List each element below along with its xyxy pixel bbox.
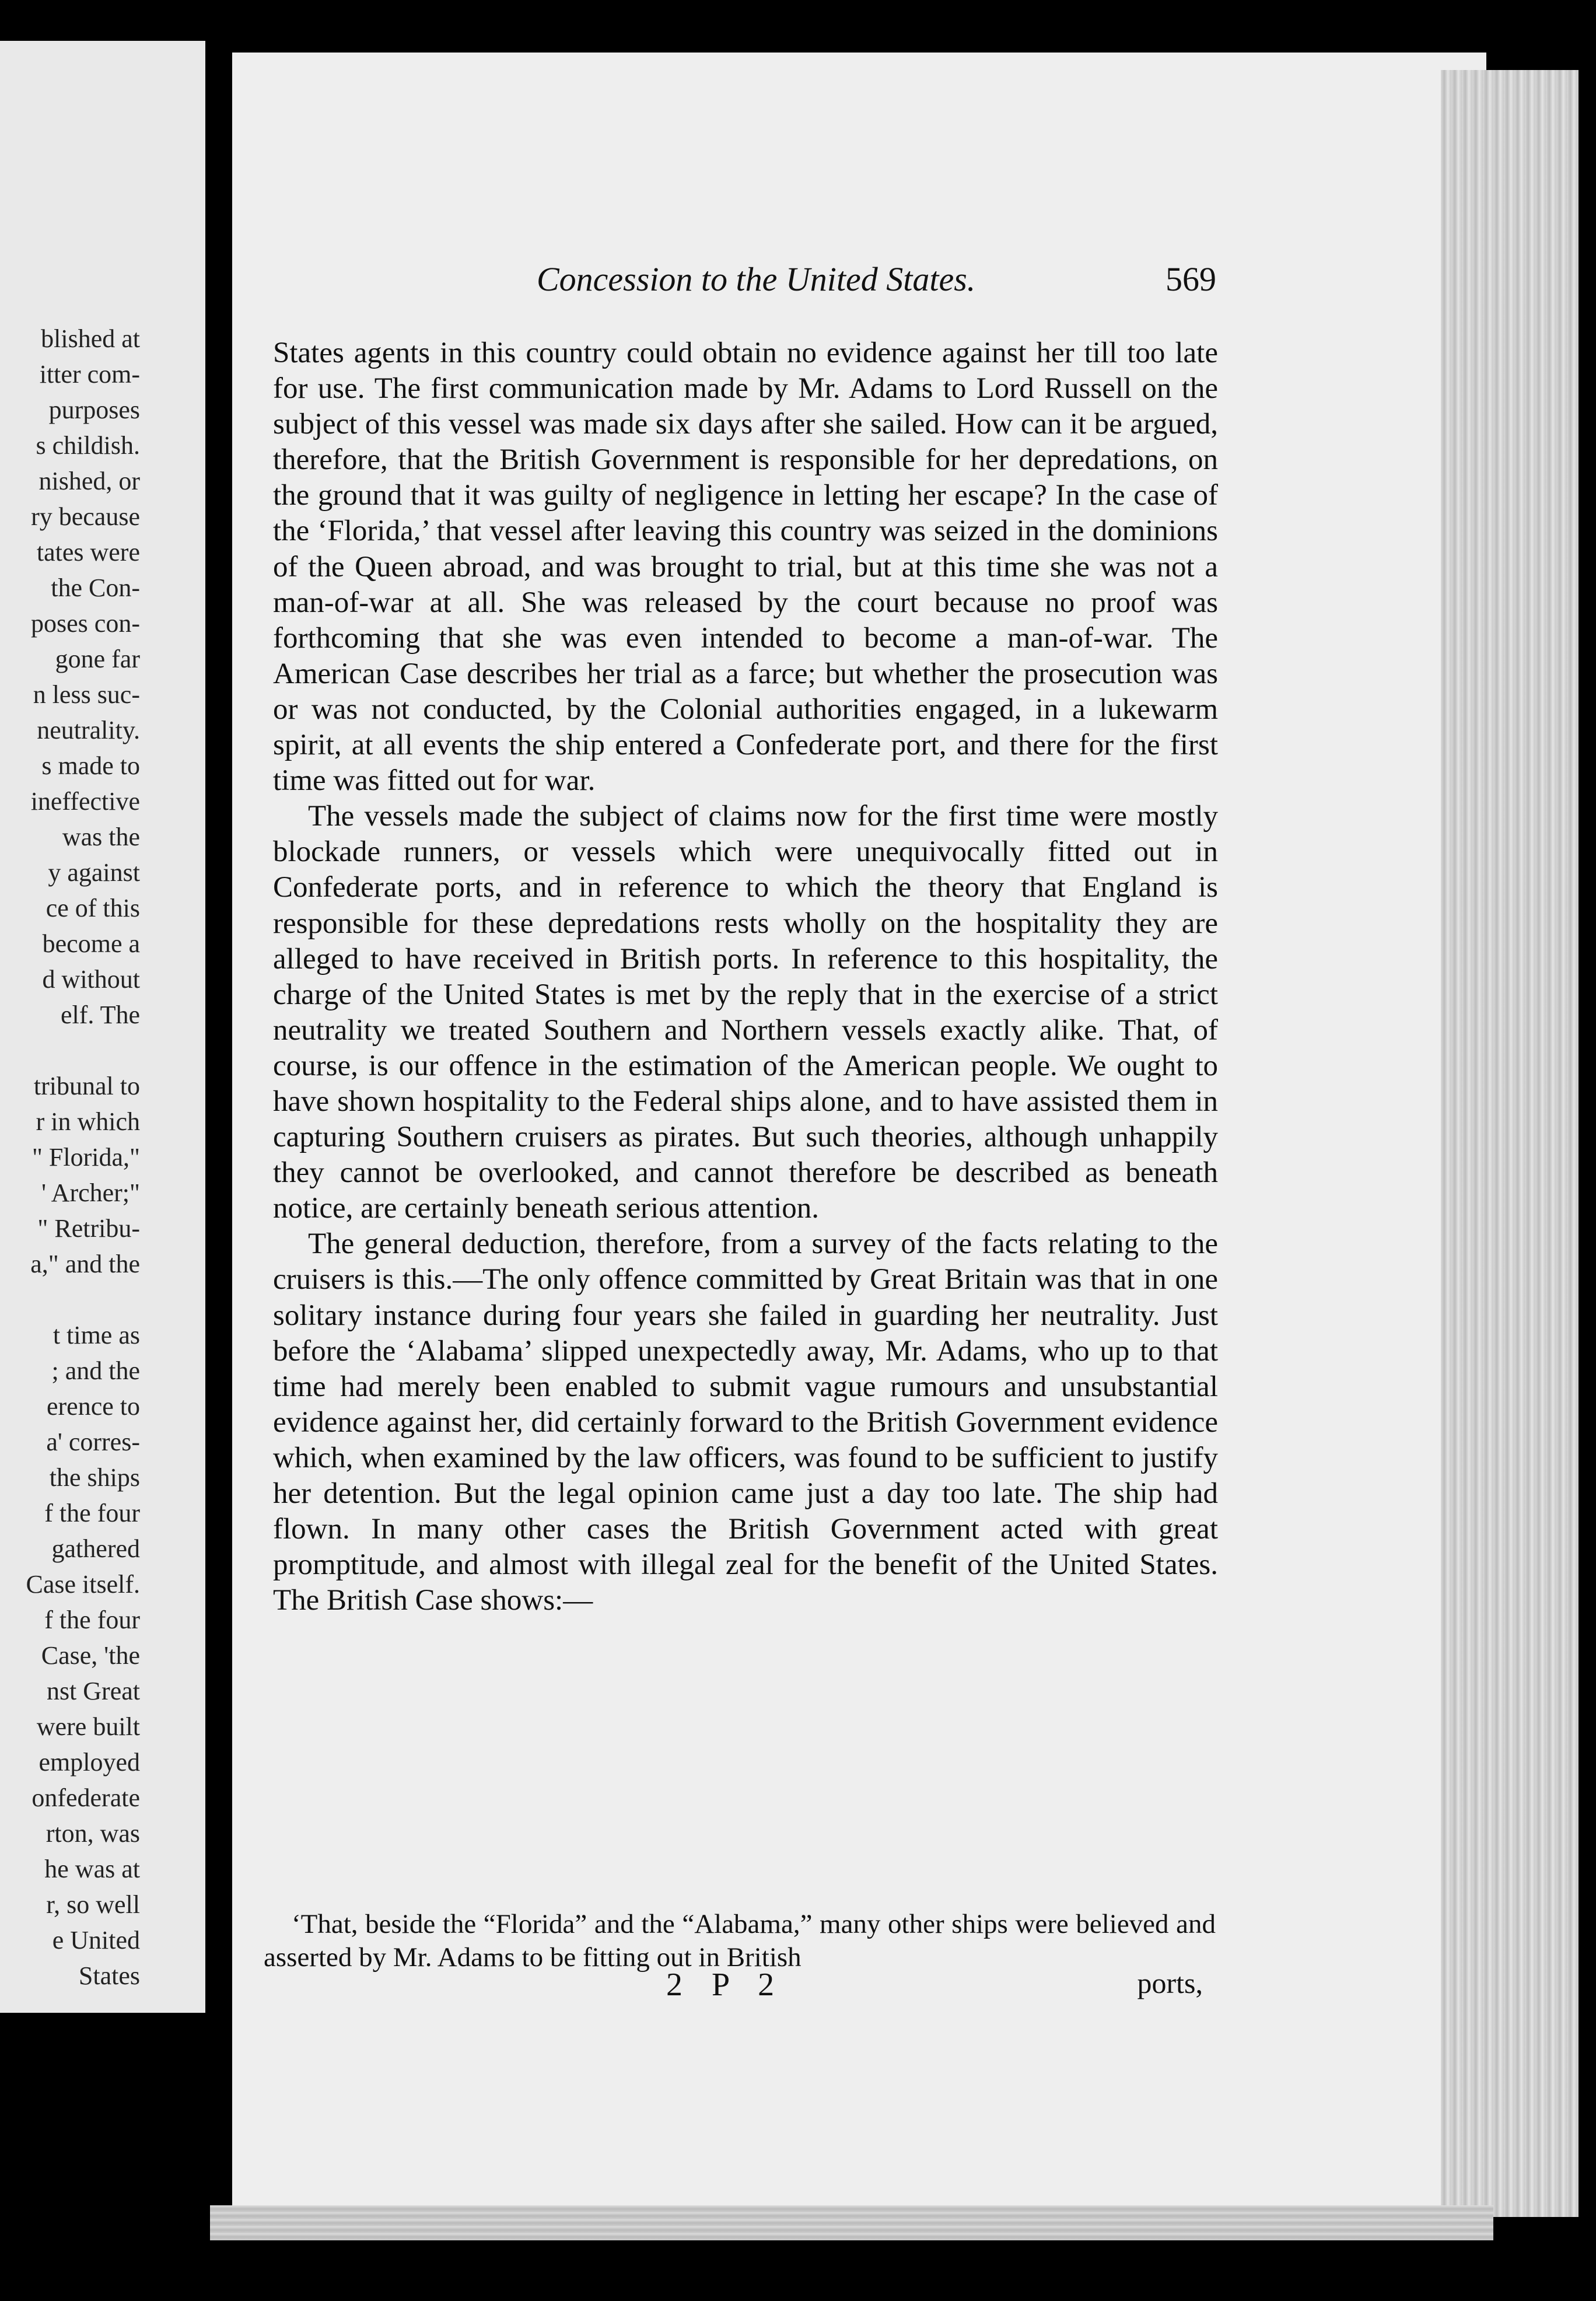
paragraph: States agents in this country could obtain no evidence against her till too late for use. The first communication made by Mr. Adams to Lord Russell on the subject of this vessel was made six days after she sailed. How can it be argued, therefore, that the British Government is responsible for her depredations, on the ground that it was guilty of negligence in letting her escape? In the case of the ‘Florida,’ that vessel after leaving this country was seized in the dominions of the Queen abroad, and was brought to trial, but at this time she was not a man-of-war at all. She was released by the court because no proof was forthcoming that she was even intended to become a man-of-war. The American Case describes her trial as a farce; but whether the prosecution was or was not conducted, by the Colonial authorities engaged, in a lukewarm spirit, at all events the ship entered a Confederate port, and there for the first time was fitted out for war.	[273, 337, 1218, 798]
facing-page-line: elf. The	[60, 1001, 140, 1029]
facing-page-line: ' Archer;"	[41, 1179, 140, 1207]
facing-page-line: the Con-	[51, 573, 140, 602]
facing-page-line: Case, 'the	[41, 1641, 140, 1670]
facing-page-line: nst Great	[46, 1677, 140, 1705]
catchword: ports,	[1137, 1967, 1203, 1999]
facing-page-line: erence to	[47, 1392, 140, 1421]
facing-page-line: s made to	[41, 751, 140, 780]
page-edges	[1441, 70, 1578, 2217]
facing-page-line: Case itself.	[26, 1570, 140, 1599]
quote-text: ‘That, beside the “Florida” and the “Alabama,” many other ships were believed and asserted by Mr. Adams to be fitting out in British	[264, 1909, 1216, 1973]
facing-page-line: d without	[42, 965, 140, 994]
facing-page-line: States	[78, 1961, 140, 1990]
facing-page-left	[0, 41, 205, 2013]
facing-page-line: blished at	[41, 324, 140, 353]
facing-page-line: " Florida,"	[32, 1143, 140, 1172]
facing-page-line: purposes	[48, 396, 140, 424]
facing-page-line: e United	[52, 1926, 140, 1954]
facing-page-line: was the	[62, 823, 140, 851]
facing-page-line: nished, or	[38, 467, 140, 495]
facing-page-line: n less suc-	[33, 680, 140, 709]
facing-page-line: ce of this	[46, 894, 140, 922]
facing-page-line: employed	[38, 1748, 140, 1777]
facing-page-line: s childish.	[36, 431, 140, 460]
facing-page-line: t time as	[52, 1321, 140, 1349]
facing-page-line: f the four	[44, 1606, 140, 1634]
facing-page-line: itter com-	[39, 360, 140, 389]
facing-page-line: onfederate	[32, 1784, 140, 1812]
facing-page-line: gone far	[55, 645, 140, 673]
signature-mark: 2 P 2	[666, 1967, 785, 2003]
facing-page-line: he was at	[44, 1855, 140, 1883]
facing-page-line: become a	[42, 929, 140, 958]
page-footer	[264, 1966, 1203, 2007]
facing-page-line: ineffective	[30, 787, 140, 816]
facing-page-line: f the four	[44, 1499, 140, 1527]
facing-page-line: rton, was	[46, 1819, 140, 1848]
bottom-page-edges	[210, 2205, 1493, 2240]
facing-page-line: the ships	[49, 1463, 140, 1492]
facing-page-line: were built	[36, 1712, 140, 1741]
facing-page-line: a," and the	[30, 1250, 140, 1278]
facing-page-line: ; and the	[51, 1356, 140, 1385]
facing-page-line: tates were	[36, 538, 140, 566]
paragraph: The general deduction, therefore, from a survey of the facts relating to the cruisers is this.—The only offence committed by Great Britain was that in one solitary instance during four years she failed in guarding her neutrality. Just before the ‘Alabama’ slipped unexpectedly away, Mr. Adams, who up to that time had merely been enabled to submit vague rumours and unsubstantial evidence against her, did certainly forward to the British Government evidence which, when examined by the law officers, was found to be sufficient to justify her detention. But the legal opinion came just a day too late. The ship had flown. In many other cases the British Government acted with great promptitude, and almost with illegal zeal for the benefit of the United States. The British Case shows:—	[273, 1228, 1218, 1617]
running-title: Concession to the United States.	[537, 260, 976, 298]
facing-page-line: ry because	[31, 502, 140, 531]
facing-page-line: y against	[48, 858, 140, 887]
facing-page-line: r in which	[36, 1107, 140, 1136]
body-text	[273, 335, 1218, 1618]
facing-page-line: poses con-	[31, 609, 140, 638]
facing-page-line: a' corres-	[46, 1428, 140, 1456]
paragraph: The vessels made the subject of claims now for the first time were mostly blockade runners, or vessels which were unequivocally fitted out in Confederate ports, and in reference to which the theory that England is responsible for these depredations rests wholly on the hospitality they are alleged to have received in British ports. In reference to this hospitality, the charge of the United States is met by the reply that in the exercise of a strict neutrality we treated Southern and Northern vessels exactly alike. That, of course, is our offence in the estimation of the American people. We ought to have shown hospitality to the Federal ships alone, and to have assisted them in capturing Southern cruisers as pirates. But such theories, although unhappily they cannot be overlooked, and cannot therefore be described as beneath notice, are certainly beneath serious attention.	[273, 800, 1218, 1225]
block-quote	[264, 1908, 1216, 1974]
facing-page-line: gathered	[51, 1534, 140, 1563]
facing-page-line: neutrality.	[37, 716, 140, 744]
facing-page-line: r, so well	[46, 1890, 140, 1919]
facing-page-line: tribunal to	[33, 1072, 140, 1100]
page-header	[280, 260, 1216, 306]
page-number: 569	[1166, 260, 1216, 298]
facing-page-line: " Retribu-	[37, 1214, 140, 1243]
